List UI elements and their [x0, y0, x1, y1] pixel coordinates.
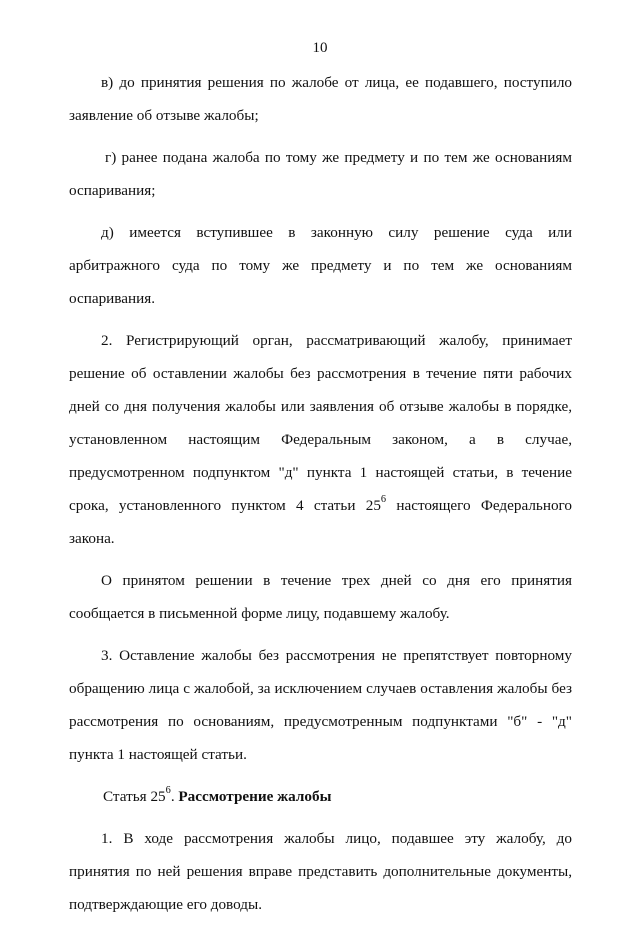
paragraph-item-v: в) до принятия решения по жалобе от лица, ее подавшего, поступило заявление об отзыве жалобы;: [69, 74, 572, 124]
article-heading: [69, 780, 572, 813]
paragraph-item-g: г) ранее подана жалоба по тому же предмету и по тем же основаниям оспаривания;: [69, 149, 572, 199]
article-heading-superscript: 6: [165, 785, 171, 797]
paragraph-clause-3: 3. Оставление жалобы без рассмотрения не препятствует повторному обращению лица с жалобой, за исключением случаев оставления жалобы без рассмотрения по основаниям, предусмотренным подпунктами "б" - "д" пункта 1 настоящей статьи.: [69, 647, 572, 763]
document-body: [69, 66, 572, 930]
article-dot: .: [170, 788, 179, 805]
page-number: 10: [312, 40, 328, 56]
paragraph-article-clause-1: 1. В ходе рассмотрения жалобы лицо, подавшее эту жалобу, до принятия по ней решения вправе представить дополнительные документы, подтверждающие его доводы.: [69, 830, 572, 913]
clause-2-text-end: настоящего Федерального закона.: [69, 497, 572, 547]
paragraph-clause-2: [69, 324, 572, 555]
paragraph-notification: О принятом решении в течение трех дней со дня его принятия сообщается в письменной форме лицу, подавшему жалобу.: [69, 572, 572, 622]
article-prefix: Статья 25: [103, 788, 166, 805]
article-title: Рассмотрение жалобы: [178, 788, 332, 805]
clause-2-text: 2. Регистрирующий орган, рассматривающий жалобу, принимает решение об оставлении жалобы без рассмотрения в течение пяти рабочих дней со дня получения жалобы или заявления об отзыве жалобы в порядке, установленном настоящим Федеральным законом, а в случае, предусмотренном подпунктом "д" пункта 1 настоящей статьи, в течение срока, установленного пунктом 4 статьи 25: [69, 332, 572, 514]
article-number-superscript: 6: [380, 494, 387, 506]
paragraph-item-d: д) имеется вступившее в законную силу решение суда или арбитражного суда по тому же предмету и по тем же основаниям оспаривания.: [69, 224, 572, 307]
